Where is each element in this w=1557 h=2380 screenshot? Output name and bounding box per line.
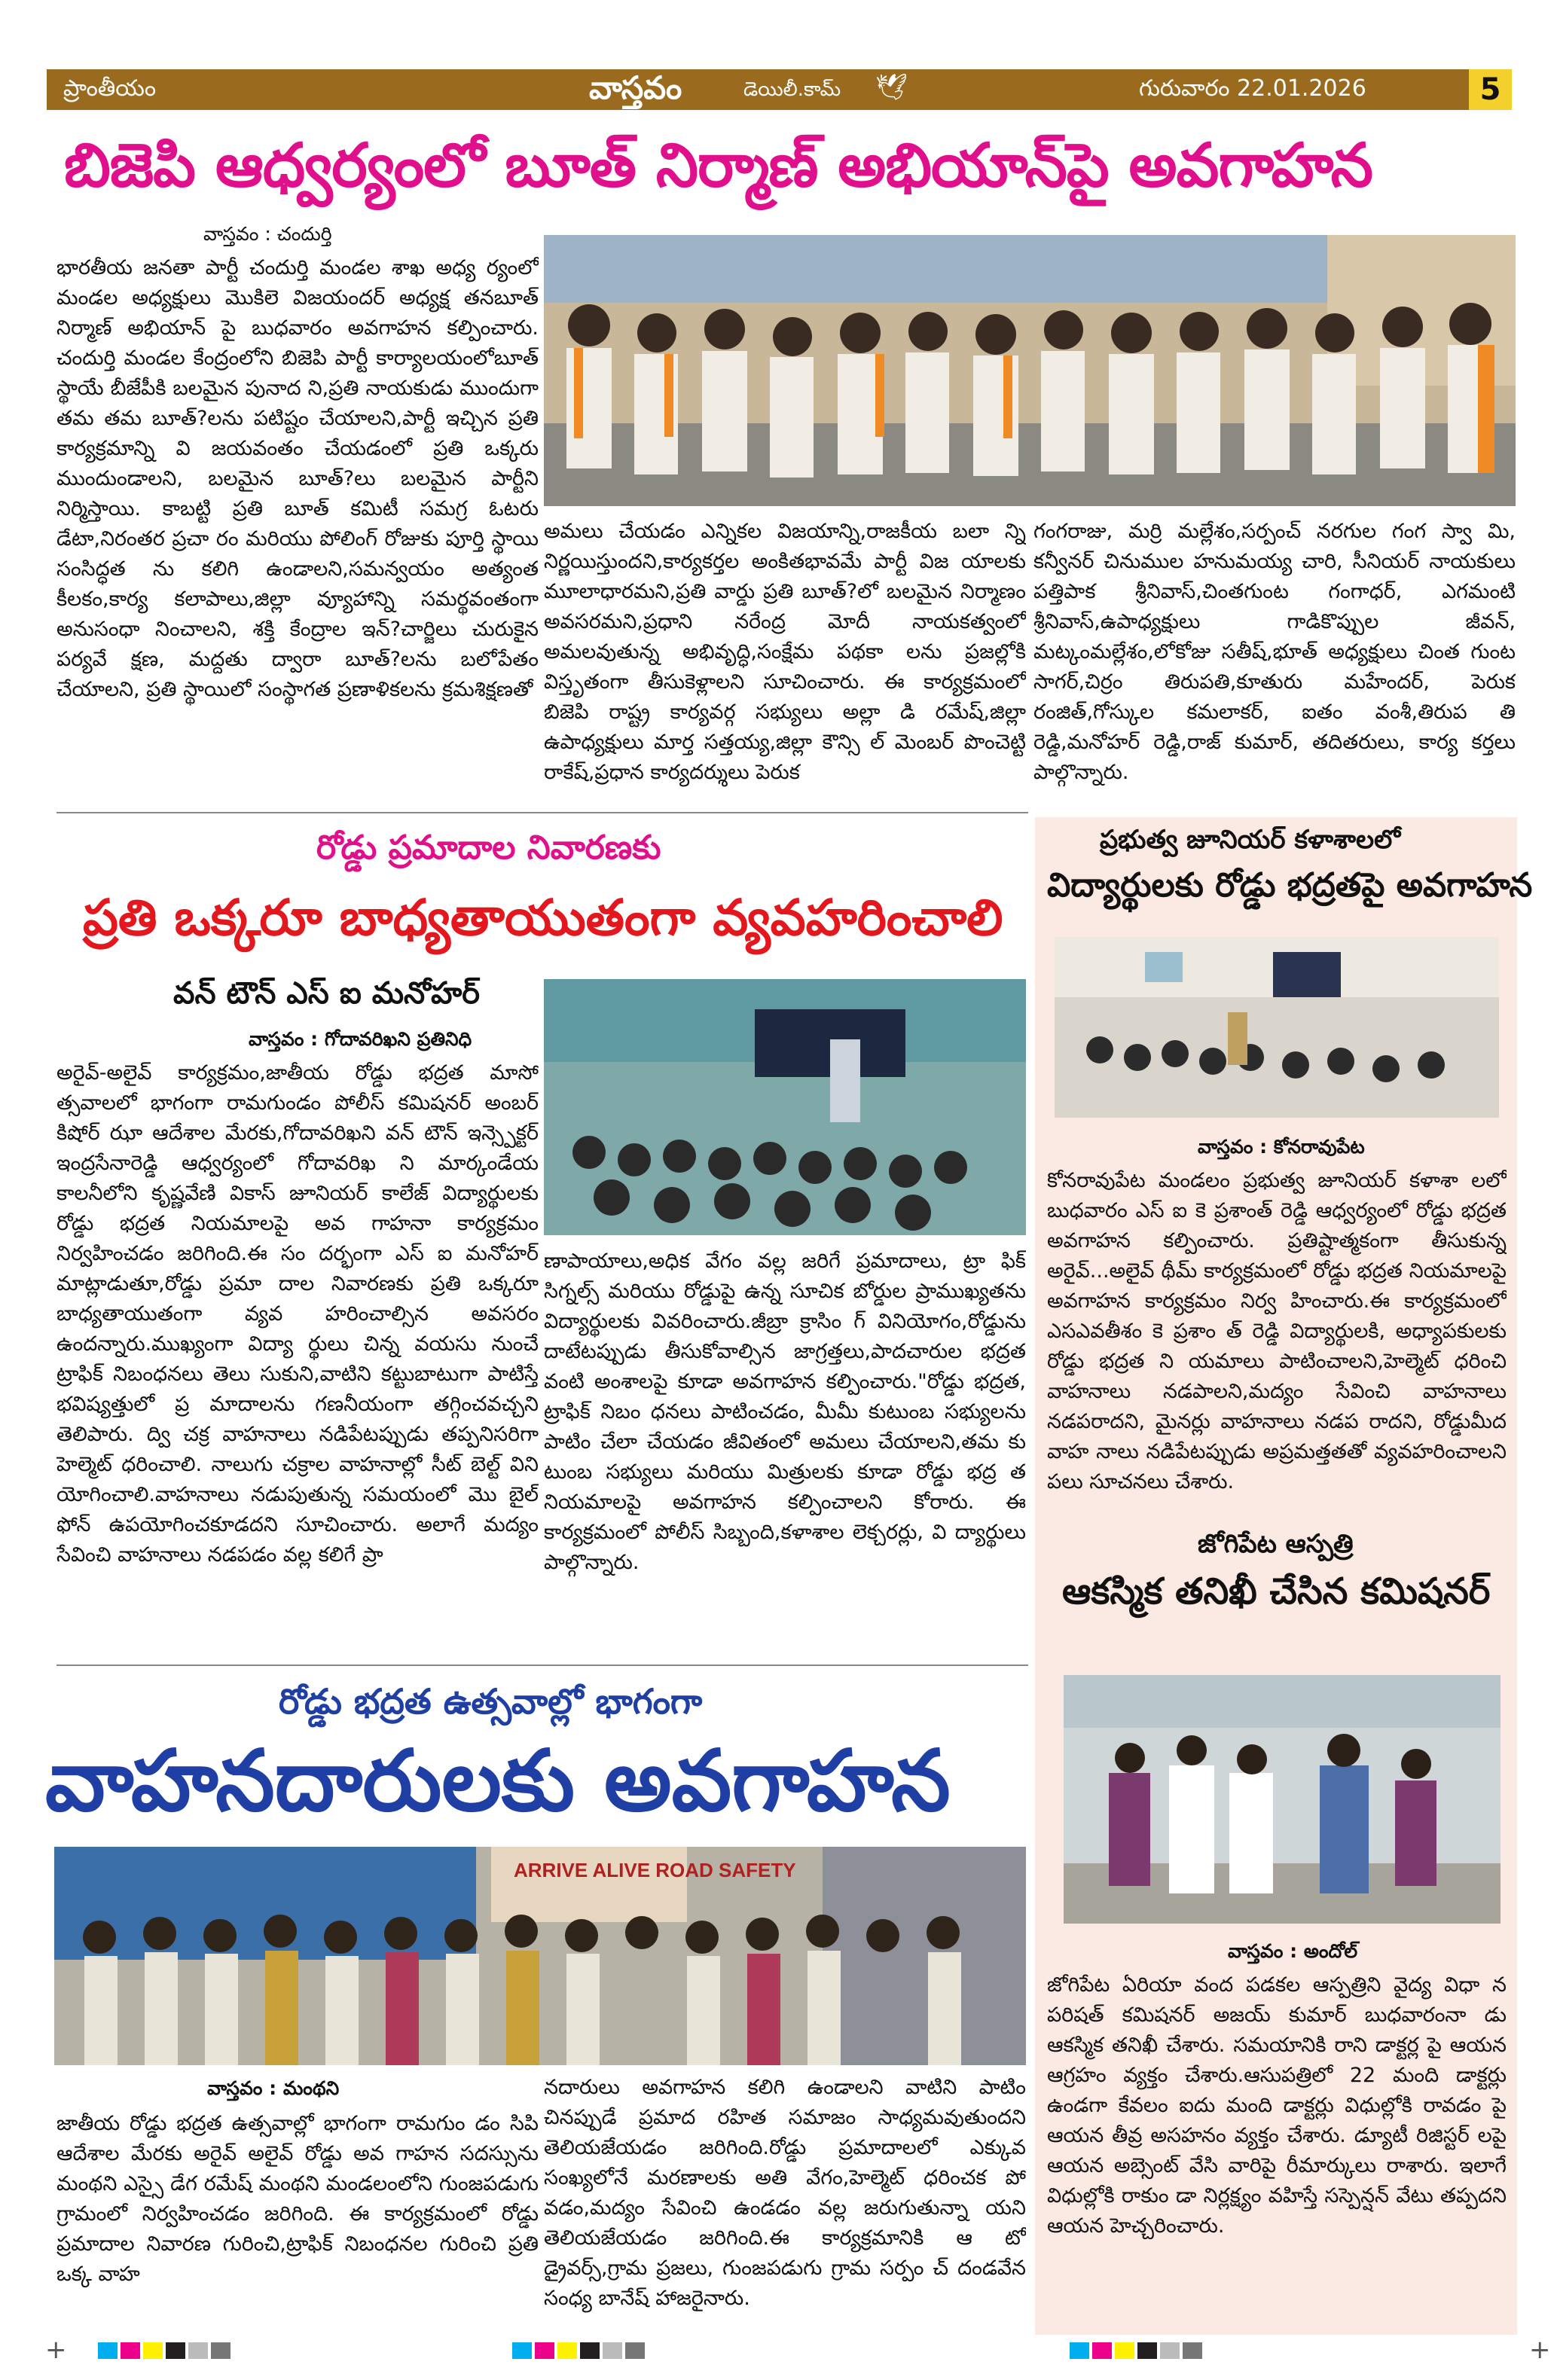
site-name: డెయిలీ.కామ్ [743,78,841,101]
article5-col2: నదారులు అవగాహన కలిగి ఉండాలని వాటిని పాటిం చినప్పుడే ప్రమాద రహిత సమాజం సాధ్యమవుతుందని తెలియజేయడం జరిగింది.రోడ్డు ప్రమాదాలలో ఎక్కువ సంఖ్యలోనే మరణాలకు అతి వేగం,హెల్మెట్ ధరించక పో వడం,మద్యం సేవించి ఉండడం వల్ల జరుగుతున్నా యని తెలియజేయడం జరిగింది.ఈ కార్యక్రమానికి ఆ టో డ్రైవర్స్,గ్రామ ప్రజలు, గుంజపడుగు గ్రామ సర్పం చ్ దండవేన సంధ్య బానేష్ హాజరైనారు. [544,2076,1026,2310]
divider [56,812,1028,813]
classroom-photo-illustration [544,979,1026,1235]
article5-col1: జాతీయ రోడ్డు భద్రత ఉత్సవాల్లో భాగంగా రామగుం డం సిపి ఆదేశాల మేరకు అరైవ్ అలైవ్ రోడ్డు అవ గాహన సదస్సును మంథని ఎస్సై డేగ రమేష్ మంథని మండలంలోని గుంజపడుగు గ్రామంలో నిర్వహించడం జరిగింది. ఈ కార్యక్రమంలో రోడ్డు ప్రమాదాల నివారణ గురించి,ట్రాఫిక్ నిబంధనల గురించి ప్రతి ఒక్క వాహ [56,2112,539,2286]
page-number: 5 [1469,69,1512,110]
bird-logo-icon: 🕊 [875,72,908,102]
hospital-photo-illustration [1064,1675,1501,1924]
article5-headline: వాహనదారులకు అవగాహన [45,1732,951,1830]
divider [56,1664,1028,1666]
article2-col2: ణాపాయాలు,అధిక వేగం వల్ల జరిగే ప్రమాదాలు, ట్రా ఫిక్ సిగ్నల్స్ మరియు రోడ్డుపై ఉన్న సూచిక బోర్డుల ప్రాముఖ్యతను విద్యార్థులకు వివరించారు.జీబ్రా క్రాసిం గ్ వినియోగం,రోడ్డును దాటేటప్పుడు తీసుకోవాల్సిన జాగ్రత్తలు,పాదచారుల భద్రత వంటి అంశాలపై కూడా అవగాహన కల్పించారు."రోడ్డు భద్రత, ట్రాఫిక్ నిబం ధనలు పాటించడం, మీమీ కుటుంబ సభ్యులను పాటిం చేలా చేయడం జీవితంలో అమలు చేయాలని,తమ కు టుంబ సభ్యులు మరియు మిత్రులకు కూడా రోడ్డు భద్ర త నియమాలపై అవగాహన కల్పించాలని కోరారు. ఈ కార్యక్రమంలో పోలీస్ సిబ్బంది,కళాశాల లెక్చరర్లు, వి ద్యార్థులు పాల్గొన్నారు. [544,1250,1026,1574]
banner-text: ARRIVE ALIVE ROAD SAFETY [514,1859,796,1881]
article3-dateline: వాస్తవం : కోనరావుపేట [1198,1136,1365,1158]
article2-col1: అరైవ్-అలైవ్ కార్యక్రమం,జాతీయ రోడ్డు భద్రత మాసో త్సవాలలో భాగంగా రామగుండం పోలీస్ కమిషనర్ అంబర్ కిషోర్ ఝా ఆదేశాల మేరకు,గోదావరిఖని వన్ టౌన్ ఇన్స్పెక్టర్ ఇంద్రసేనారెడ్డి ఆధ్వర్యంలో గోదావరిఖ ని మార్కండేయ కాలనీలోని కృష్ణవేణి వికాస్ జూనియర్ కాలేజ్ విద్యార్థులకు రోడ్డు భద్రత నియమాలపై అవ గాహనా కార్యక్రమం నిర్వహించడం జరిగింది.ఈ సం దర్భంగా ఎస్ ఐ మనోహర్ మాట్లాడుతూ,రోడ్డు ప్రమా దాల నివారణకు ప్రతి ఒక్కరూ బాధ్యతాయుతంగా వ్యవ హరించాల్సిన అవసరం ఉందన్నారు.ముఖ్యంగా విద్యా ర్థులు చిన్న వయసు నుంచే ట్రాఫిక్ నిబంధనలు తెలు సుకుని,వాటిని కట్టుబాటుగా పాటిస్తే భవిష్యత్తులో ప్ర మాదాలను గణనీయంగా తగ్గించవచ్చని తెలిపారు. ద్వి చక్ర వాహనాలు నడిపేటప్పుడు తప్పనిసరిగా హెల్మెట్ ధరించాలి. నాలుగు చక్రాల వాహనాల్లో సీట్ బెల్ట్ విని యోగించాలి.వాహనాలు నడుపుతున్న సమయంలో మొ బైల్ ఫోన్ ఉపయోగించకూడదని సూచించారు. అలాగే మద్యం సేవించి వాహనాలు నడపడం వల్ల కలిగే ప్రా [56,1061,539,1567]
article3-headline: విద్యార్థులకు రోడ్డు భద్రతపై అవగాహన [1047,866,1533,905]
roadside-photo-illustration [54,1847,1026,2065]
article1-col1: భారతీయ జనతా పార్టీ చందుర్తి మండల శాఖ అధ్య ర్యంలో మండల అధ్యక్షులు మొకిలె విజయందర్ అధ్యక్ష తనబూత్ నిర్మాణ్ అభియాన్ పై బుధవారం అవగాహన కల్పించారు. చందుర్తి మండల కేంద్రంలోని బిజెపి పార్టీ కార్యాలయంలోబూత్ స్థాయే బీజేపీకి బలమైన పునాద ని,ప్రతి నాయకుడు ముందుగా తమ తమ బూత్?లను పటిష్టం చేయాలని,పార్టీ ఇచ్చిన ప్రతి కార్యక్రమాన్ని వి జయవంతం చేయడంలో ప్రతి ఒక్కరు ముందుండాలని, బలమైన బూత్?లు బలమైన పార్టీని నిర్మిస్తాయి. కాబట్టి ప్రతి బూత్ కమిటీ సమగ్ర ఓటరు డేటా,నిరంతర ప్రచా రం మరియు పోలింగ్ రోజుకు పూర్తి స్థాయి సంసిద్ధత ను కలిగి ఉండాలని,సమన్వయం అత్యంత కీలకం,కార్య కలాపాలు,జిల్లా వ్యూహాన్ని సమర్థవంతంగా అనుసంధా నించాలని, శక్తి కేంద్రాల ఇన్?చార్జిలు చురుకైన పర్యవే క్షణ, మద్దతు ద్వారా బూత్?లను బలోపేతం చేయాలని, ప్రతి స్థాయిలో సంస్థాగత ప్రణాళికలను క్రమశిక్షణతో [56,256,539,701]
group-photo-illustration [544,235,1516,506]
article4-photo [1064,1675,1501,1924]
issue-date: గురువారం 22.01.2026 [1139,75,1366,102]
article3-kicker: ప్రభుత్వ జూనియర్ కళాశాలలో [1100,825,1401,855]
article4-dateline: వాస్తవం : అందోల్ [1228,1940,1358,1962]
article2-photo [544,979,1026,1235]
print-color-bar [1070,2342,1205,2362]
article1-dateline: వాస్తవం : చందుర్తి [203,223,332,245]
article2-dateline: వాస్తవం : గోదావరిఖని ప్రతినిధి [249,1028,472,1050]
article1-col3: గంగరాజు, మర్రి మల్లేశం,సర్పంచ్ నరగుల గంగ స్వా మి, కన్వీనర్ చినుముల హనుమయ్య చారి, సీనియర్ నాయకులు పత్తిపాక శ్రీనివాస్,చింతగుంట గంగాధర్, ఎగమంటి శ్రీనివాస్,ఉపాధ్యక్షులు గాడికొప్పుల జీవన్, మట్కంమల్లేశం,లోకోజు సతీష్,భూత్ అధ్యక్షులు చింత గుంట సాగర్,చిర్రం తిరుపతి,కూతురు మహేందర్, పెరుక రంజిత్,గోస్కుల కమలాకర్, ఐతం వంశీ,తిరుప తి రెడ్డి,మనోహర్ రెడ్డి,రాజ్ కుమార్, తదితరులు, కార్య కర్తలు పాల్గొన్నారు. [1033,520,1516,784]
masthead: వాస్తవం [589,69,682,106]
article1-headline: బిజెపి ఆధ్వర్యంలో బూత్ నిర్మాణ్ అభియాన్‌పై అవగాహన [64,130,1372,200]
article3-photo [1055,937,1499,1118]
print-color-bar [98,2342,234,2362]
article4-kicker: జోగిపేట ఆస్పత్రి [1198,1529,1354,1559]
header-bar [47,69,1512,110]
article1-col2: అమలు చేయడం ఎన్నికల విజయాన్ని,రాజకీయ బలా న్ని నిర్ణయిస్తుందని,కార్యకర్తల అంకితభావమే పార్టీ విజ యాలకు మూలాధారమని,ప్రతి వార్డు ప్రతి బూత్?లో బలమైన నిర్మాణం అవసరమని,ప్రధాని నరేంద్ర మోదీ నాయకత్వంలో అమలవుతున్న అభివృద్ధి,సంక్షేమ పథకా లను ప్రజల్లోకి విస్తృతంగా తీసుకెళ్లాలని సూచించారు. ఈ కార్యక్రమంలో బిజెపి రాష్ట్ర కార్యవర్గ సభ్యులు అల్లా డి రమేష్,జిల్లా ఉపాధ్యక్షులు మార్త సత్తయ్య,జిల్లా కౌన్సి ల్ మెంబర్ పొంచెట్టి రాకేష్,ప్రధాన కార్యదర్శులు పెరుక [544,520,1026,784]
article4-body: జోగిపేట ఏరియా వంద పడకల ఆస్పత్రిని వైద్య విధా న పరిషత్ కమిషనర్ అజయ్ కుమార్ బుధవారంనా డు ఆకస్మిక తనిఖీ చేశారు. సమయానికి రాని డాక్టర్ల పై ఆయన ఆగ్రహం వ్యక్తం చేశారు.ఆసుపత్రిలో 22 మంది డాక్టర్లు ఉండగా కేవలం ఐదు మంది డాక్టర్లు విధుల్లోకి రావడం పై ఆయన తీవ్ర అసహనం వ్యక్తం చేశారు. డ్యూటీ రిజిస్టర్ లపై ఆయన అబ్సెంట్ వేసి వారిపై రీమార్కులు రాశారు. ఇలాగే విధుల్లోకి రాకుం డా నిర్లక్ష్యం వహిస్తే సస్పెన్షన్ వేటు తప్పదని ఆయన హెచ్చరించారు. [1047,1973,1507,2238]
registration-mark-icon: + [1529,2335,1551,2365]
article5-dateline: వాస్తవం : మంథని [207,2077,340,2099]
article3-body: కోనరావుపేట మండలం ప్రభుత్వ జూనియర్ కళాశా లలో బుధవారం ఎస్ ఐ కె ప్రశాంత్ రెడ్డి ఆధ్వర్యంలో రోడ్డు భద్రత అవగాహన కల్పించారు. ప్రతిష్టాత్మకంగా తీసుకున్న అరైవ్...అలైవ్ థీమ్ కార్యక్రమంలో రోడ్డు భద్రత నియమాలపై అవగాహన కార్యక్రమం నిర్వ హించారు.ఈ కార్యక్రమంలో ఎసఎవతీశం కె ప్రశాం త్ రెడ్డి విద్యార్థులకి, అధ్యాపకులకు రోడ్డు భద్రత ని యమాలు పాటించాలని,హెల్మెట్ ధరించి వాహనాలు నడపాలని,మద్యం సేవించి వాహనాలు నడపరాదని, మైనర్లు వాహనాలు నడప రాదని, రోడ్డుమీద వాహ నాలు నడిపేటప్పుడు అప్రమత్తతతో వ్యవహరించాలని పలు సూచనలు చేశారు. [1047,1169,1507,1494]
article2-kicker: రోడ్డు ప్రమాదాల నివారణకు [316,828,661,867]
article1-photo [544,235,1516,506]
section-label: ప్రాంతీయం [63,75,157,102]
print-color-bar [512,2342,648,2362]
registration-mark-icon: + [45,2335,67,2365]
article4-headline: ఆకస్మిక తనిఖీ చేసిన కమిషనర్ [1062,1570,1491,1613]
article2-headline: ప్రతి ఒక్కరూ బాధ్యతాయుతంగా వ్యవహరించాలి [83,889,1003,947]
college-photo-illustration [1055,937,1499,1118]
article5-kicker: రోడ్డు భద్రత ఉత్సవాల్లో భాగంగా [279,1681,703,1722]
article2-subhead: వన్ టౌన్ ఎస్ ఐ మనోహర్ [173,976,480,1011]
article5-photo [54,1847,1026,2065]
